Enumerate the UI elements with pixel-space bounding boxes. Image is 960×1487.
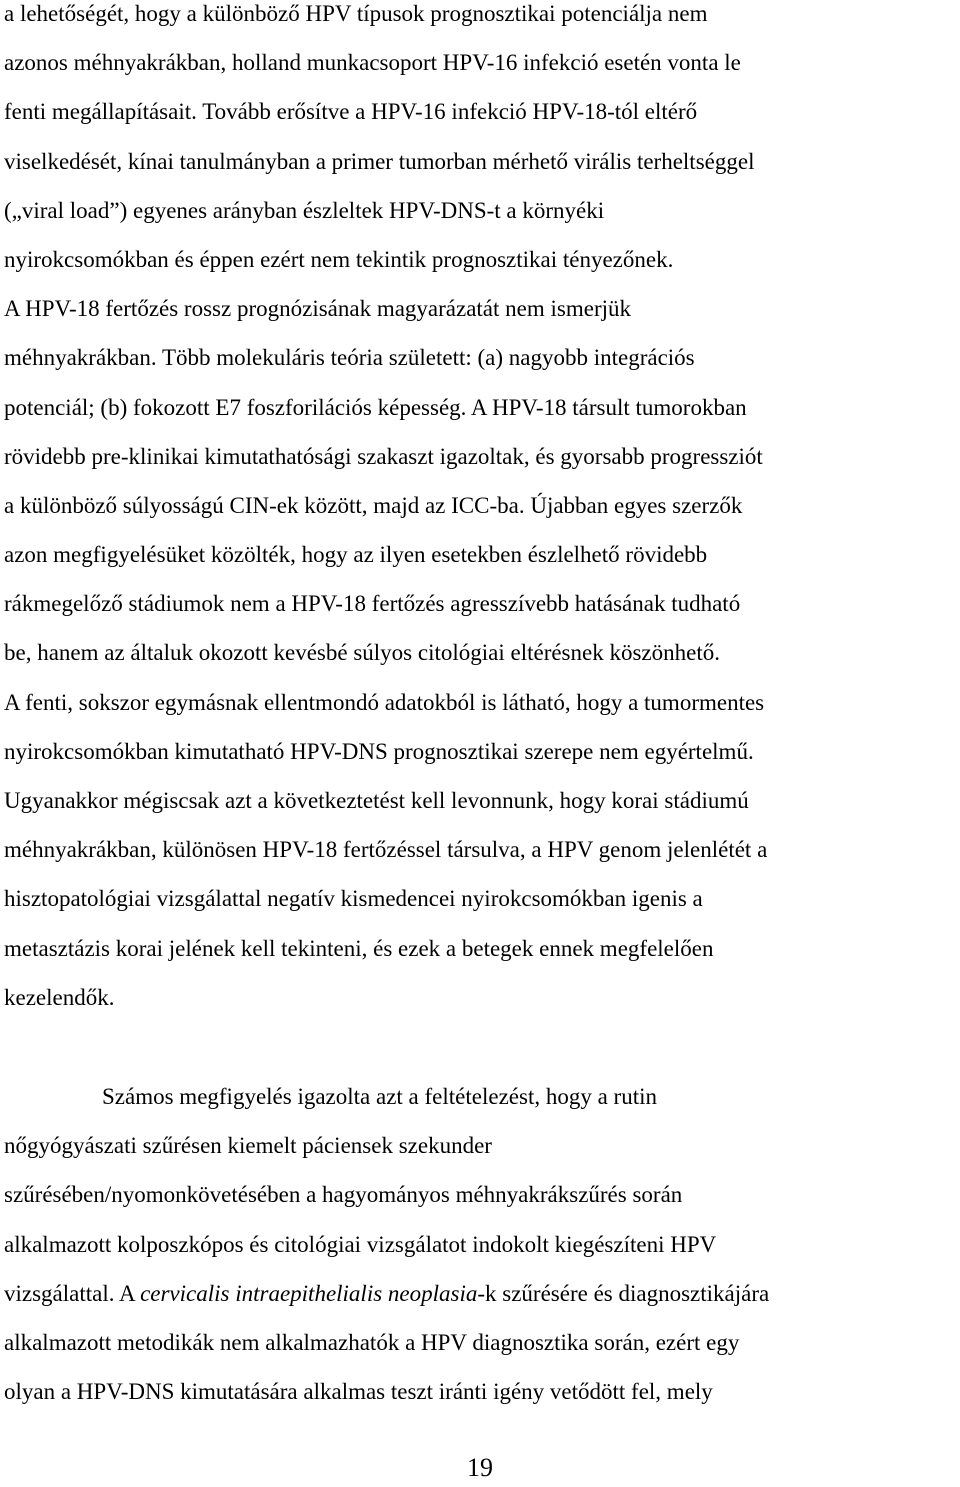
text-line: A fenti, sokszor egymásnak ellentmondó adatokból is látható, hogy a tumormentes — [4, 689, 765, 715]
text-line: azonos méhnyakrákban, holland munkacsoport HPV-16 infekció esetén vonta le — [4, 50, 741, 76]
text-line: be, hanem az általuk okozott kevésbé súlyos citológiai eltérésnek köszönhető. — [4, 640, 720, 666]
text-line: nyirokcsomókban és éppen ezért nem tekintik prognosztikai tényezőnek. — [4, 246, 674, 272]
text-line: potenciál; (b) fokozott E7 foszforilációs képesség. A HPV-18 társult tumorokban — [4, 394, 747, 420]
page-number: 19 — [467, 1453, 493, 1482]
text-line: olyan a HPV-DNS kimutatására alkalmas teszt iránti igény vetődött fel, mely — [4, 1379, 713, 1405]
text-line: („viral load”) egyenes arányban észleltek HPV-DNS-t a környéki — [4, 197, 605, 223]
text-line: azon megfigyelésüket közölték, hogy az ilyen esetekben észlelhető rövidebb — [4, 542, 708, 568]
text-line: metasztázis korai jelének kell tekinteni, és ezek a betegek ennek megfelelően — [4, 935, 714, 961]
text-line: alkalmazott metodikák nem alkalmazhatók a HPV diagnosztika során, ezért egy — [4, 1329, 740, 1355]
text-line: nőgyógyászati szűrésen kiemelt páciensek szekunder — [4, 1133, 492, 1159]
text-line: szűrésében/nyomonkövetésében a hagyományos méhnyakrákszűrés során — [4, 1182, 683, 1208]
text-line: hisztopatológiai vizsgálattal negatív kismedencei nyirokcsomókban igenis a — [4, 886, 703, 912]
text-run: -k szűrésére és diagnosztikájára — [477, 1280, 770, 1306]
italic-term: cervicalis intraepithelialis neoplasia — [140, 1280, 478, 1306]
text-run: vizsgálattal. A — [4, 1280, 141, 1306]
text-line: méhnyakrákban, különösen HPV-18 fertőzéssel társulva, a HPV genom jelenlétét a — [4, 837, 768, 863]
text-line: fenti megállapításait. Tovább erősítve a HPV-16 infekció HPV-18-tól eltérő — [4, 99, 698, 125]
text-line: kezelendők. — [4, 984, 115, 1010]
text-line-with-italic — [4, 1269, 955, 1318]
text-line: alkalmazott kolposzkópos és citológiai vizsgálatot indokolt kiegészíteni HPV — [4, 1231, 717, 1257]
paragraph-1 — [4, 0, 955, 1022]
text-line: a lehetőségét, hogy a különböző HPV típusok prognosztikai potenciálja nem — [4, 1, 708, 26]
text-line: nyirokcsomókban kimutatható HPV-DNS prognosztikai szerepe nem egyértelmű. — [4, 738, 754, 764]
text-line: Számos megfigyelés igazolta azt a feltételezést, hogy a rutin — [102, 1084, 657, 1109]
text-line: a különböző súlyosságú CIN-ek között, majd az ICC-ba. Újabban egyes szerzők — [4, 492, 743, 518]
text-line: viselkedését, kínai tanulmányban a primer tumorban mérhető virális terheltséggel — [4, 148, 755, 174]
text-line: méhnyakrákban. Több molekuláris teória született: (a) nagyobb integrációs — [4, 345, 695, 371]
text-line: Ugyanakkor mégiscsak azt a következtetést kell levonnunk, hogy korai stádiumú — [4, 788, 749, 813]
text-line: rákmegelőző stádiumok nem a HPV-18 fertőzés agresszívebb hatásának tudható — [4, 591, 741, 617]
text-line: rövidebb pre-klinikai kimutathatósági szakaszt igazoltak, és gyorsabb progressziót — [4, 443, 763, 469]
paragraph-2 — [4, 1072, 955, 1416]
text-line: A HPV-18 fertőzés rossz prognózisának magyarázatát nem ismerjük — [4, 296, 631, 322]
